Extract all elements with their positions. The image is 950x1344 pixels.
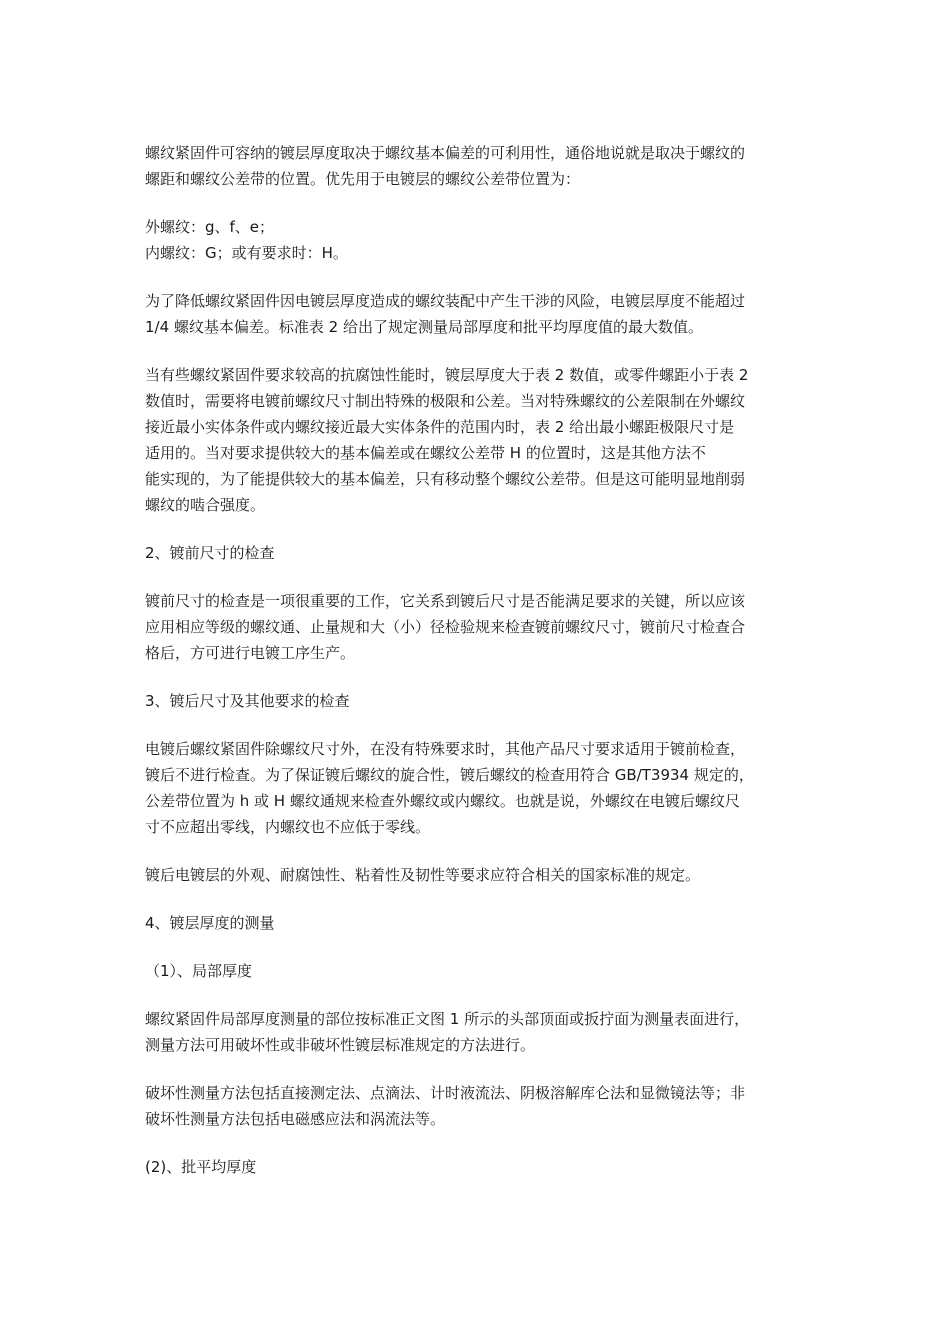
text-line: 镀前尺寸的检查是一项很重要的工作，它关系到镀后尺寸是否能满足要求的关键，所以应该 — [145, 592, 746, 610]
section-heading-3 — [145, 688, 810, 714]
text-line: 外螺纹：g、f、e； — [145, 218, 275, 236]
text-line: 电镀后螺纹紧固件除螺纹尺寸外，在没有特殊要求时，其他产品尺寸要求适用于镀前检查， — [145, 740, 746, 758]
subsection-heading-batch-thickness — [145, 1154, 810, 1180]
paragraph-tolerance-positions — [145, 214, 810, 266]
text-line: 破坏性测量方法包括电磁感应法和涡流法等。 — [145, 1110, 446, 1128]
heading-text: （1）、局部厚度 — [145, 962, 253, 980]
paragraph-corrosion-requirements — [145, 362, 810, 518]
paragraph-pre-plating-check — [145, 588, 810, 666]
text-line: 破坏性测量方法包括直接测定法、点滴法、计时液流法、阴极溶解库仑法和显微镜法等；非 — [145, 1084, 746, 1102]
section-heading-4 — [145, 910, 810, 936]
heading-text: 3、镀后尺寸及其他要求的检查 — [145, 692, 350, 710]
heading-text: 4、镀层厚度的测量 — [145, 914, 275, 932]
text-line: 应用相应等级的螺纹通、止量规和大（小）径检验规来检查镀前螺纹尺寸，镀前尺寸检查合 — [145, 618, 746, 636]
heading-text: 2、镀前尺寸的检查 — [145, 544, 275, 562]
text-line: 镀后电镀层的外观、耐腐蚀性、粘着性及韧性等要求应符合相关的国家标准的规定。 — [145, 866, 701, 884]
paragraph-interference-risk — [145, 288, 810, 340]
text-line: 当有些螺纹紧固件要求较高的抗腐蚀性能时，镀层厚度大于表 2 数值，或零件螺距小于表 2 — [145, 366, 749, 384]
section-heading-2 — [145, 540, 810, 566]
text-line: 螺纹紧固件局部厚度测量的部位按标准正文图 1 所示的头部顶面或扳拧面为测量表面进行， — [145, 1010, 750, 1028]
paragraph-post-plating-check — [145, 736, 810, 840]
document-body — [145, 140, 810, 1180]
text-line: 镀后不进行检查。为了保证镀后螺纹的旋合性，镀后螺纹的检查用符合 GB/T3934 规定的， — [145, 766, 754, 784]
text-line: 螺纹紧固件可容纳的镀层厚度取决于螺纹基本偏差的可利用性，通俗地说就是取决于螺纹的 — [145, 144, 746, 162]
text-line: 为了降低螺纹紧固件因电镀层厚度造成的螺纹装配中产生干涉的风险，电镀层厚度不能超过 — [145, 292, 746, 310]
text-line: 适用的。当对要求提供较大的基本偏差或在螺纹公差带 H 的位置时，这是其他方法不 — [145, 444, 706, 462]
text-line: 公差带位置为 h 或 H 螺纹通规来检查外螺纹或内螺纹。也就是说，外螺纹在电镀后螺纹尺 — [145, 792, 740, 810]
text-line: 数值时，需要将电镀前螺纹尺寸制出特殊的极限和公差。当对特殊螺纹的公差限制在外螺纹 — [145, 392, 746, 410]
text-line: 内螺纹：G；或有要求时：H。 — [145, 244, 348, 262]
text-line: 螺距和螺纹公差带的位置。优先用于电镀层的螺纹公差带位置为： — [145, 170, 581, 188]
paragraph-measurement-methods — [145, 1080, 810, 1132]
text-line: 测量方法可用破坏性或非破坏性镀层标准规定的方法进行。 — [145, 1036, 536, 1054]
heading-text: (2)、批平均厚度 — [145, 1158, 257, 1176]
paragraph-appearance-requirements — [145, 862, 810, 888]
text-line: 寸不应超出零线，内螺纹也不应低于零线。 — [145, 818, 431, 836]
text-line: 接近最小实体条件或内螺纹接近最大实体条件的范围内时，表 2 给出最小螺距极限尺寸是 — [145, 418, 735, 436]
text-line: 格后，方可进行电镀工序生产。 — [145, 644, 356, 662]
paragraph-thickness-intro — [145, 140, 810, 192]
paragraph-local-thickness — [145, 1006, 810, 1058]
text-line: 螺纹的啮合强度。 — [145, 496, 266, 514]
text-line: 1/4 螺纹基本偏差。标准表 2 给出了规定测量局部厚度和批平均厚度值的最大数值。 — [145, 318, 703, 336]
text-line: 能实现的，为了能提供较大的基本偏差，只有移动整个螺纹公差带。但是这可能明显地削弱 — [145, 470, 746, 488]
subsection-heading-local-thickness — [145, 958, 810, 984]
